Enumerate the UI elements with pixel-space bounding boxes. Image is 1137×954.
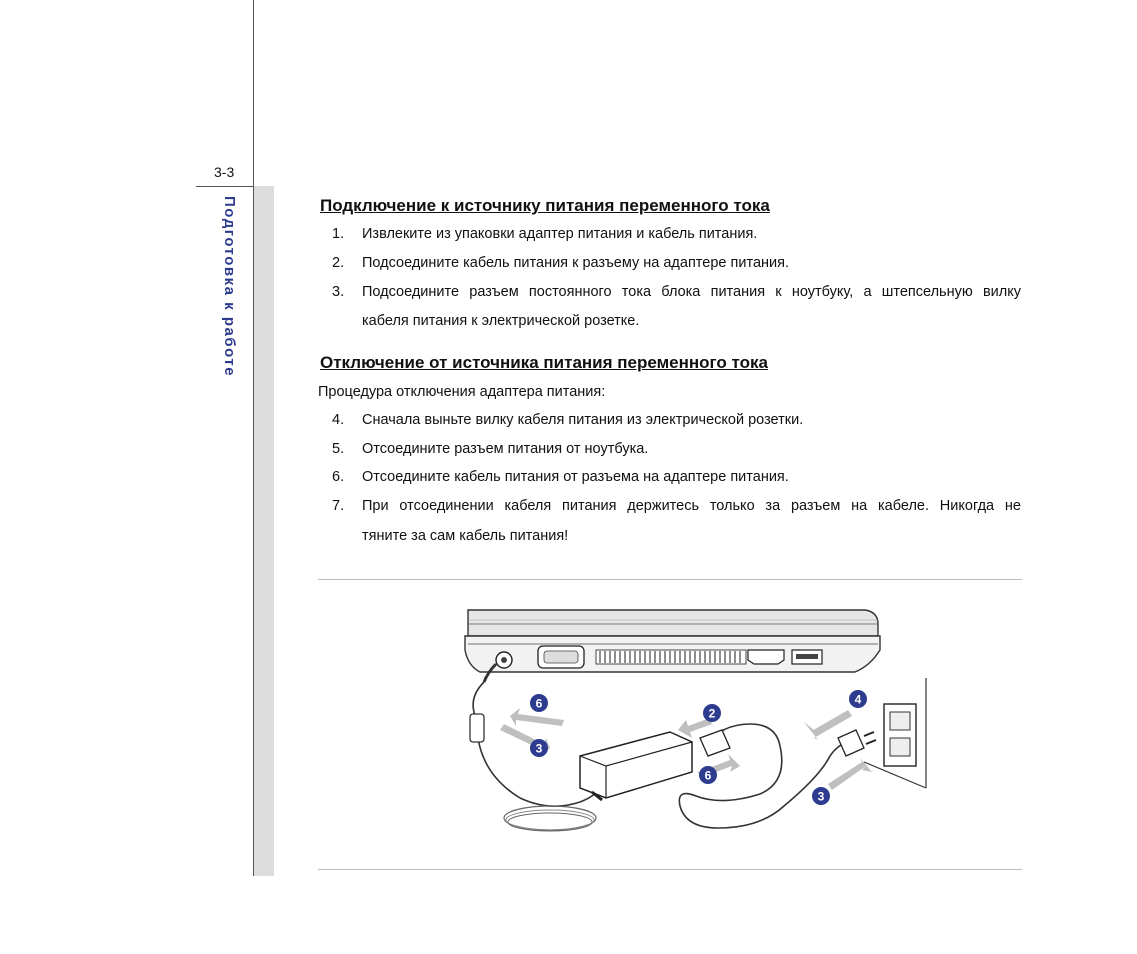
wall-plug <box>838 730 864 756</box>
step-text: Подсоедините кабель питания к разъему на адаптере питания. <box>362 255 789 271</box>
section-title-connect: Подключение к источнику питания переменного тока <box>320 196 770 215</box>
step-marker <box>530 739 548 757</box>
step-text: Сначала выньте вилку кабеля питания из электрической розетки. <box>362 412 804 428</box>
ferrite-core <box>470 714 484 742</box>
step-number: 5. <box>332 441 345 457</box>
section-title-disconnect: Отключение от источника питания переменного тока <box>320 353 768 372</box>
step-marker <box>703 704 721 722</box>
step-text-continued: тяните за сам кабель питания! <box>362 528 569 544</box>
marker-label: 3 <box>535 741 543 756</box>
chapter-side-title: Подготовка к работе <box>221 196 238 378</box>
step-marker <box>699 766 717 784</box>
page-number-rule <box>196 186 254 187</box>
power-adapter-illustration <box>580 732 692 800</box>
marker-label: 6 <box>704 768 712 783</box>
step-text: Отсоедините кабель питания от разъема на адаптере питания. <box>362 469 789 485</box>
step-marker <box>530 694 548 712</box>
step-number: 1. <box>332 226 345 242</box>
step-marker <box>849 690 867 708</box>
step-marker <box>812 787 830 805</box>
marker-label: 3 <box>817 789 825 804</box>
figure-top-rule <box>318 579 1022 580</box>
page-number: 3-3 <box>214 164 235 180</box>
figure-bottom-rule <box>318 869 1022 870</box>
step-number: 6. <box>332 469 345 485</box>
step-text: При отсоединении кабеля питания держитесь только за разъем на кабеле. Никогда не <box>362 498 1021 514</box>
step-text: Отсоедините разъем питания от ноутбука. <box>362 441 649 457</box>
power-connection-figure <box>460 606 940 850</box>
section-intro: Процедура отключения адаптера питания: <box>318 384 606 400</box>
step-text-continued: кабеля питания к электрической розетке. <box>362 313 640 329</box>
step-number: 4. <box>332 412 345 428</box>
step-number: 3. <box>332 284 345 300</box>
step-number: 2. <box>332 255 345 271</box>
laptop-illustration <box>465 610 880 682</box>
marker-label: 2 <box>708 706 716 721</box>
marker-label: 6 <box>535 696 543 711</box>
step-number: 7. <box>332 498 345 514</box>
step-text: Извлеките из упаковки адаптер питания и кабель питания. <box>362 226 758 242</box>
side-tab-bar <box>254 186 274 876</box>
marker-label: 4 <box>854 692 862 707</box>
step-text: Подсоедините разъем постоянного тока блока питания к ноутбуку, а штепсельную вилку <box>362 284 1021 300</box>
ac-connector <box>700 730 730 756</box>
